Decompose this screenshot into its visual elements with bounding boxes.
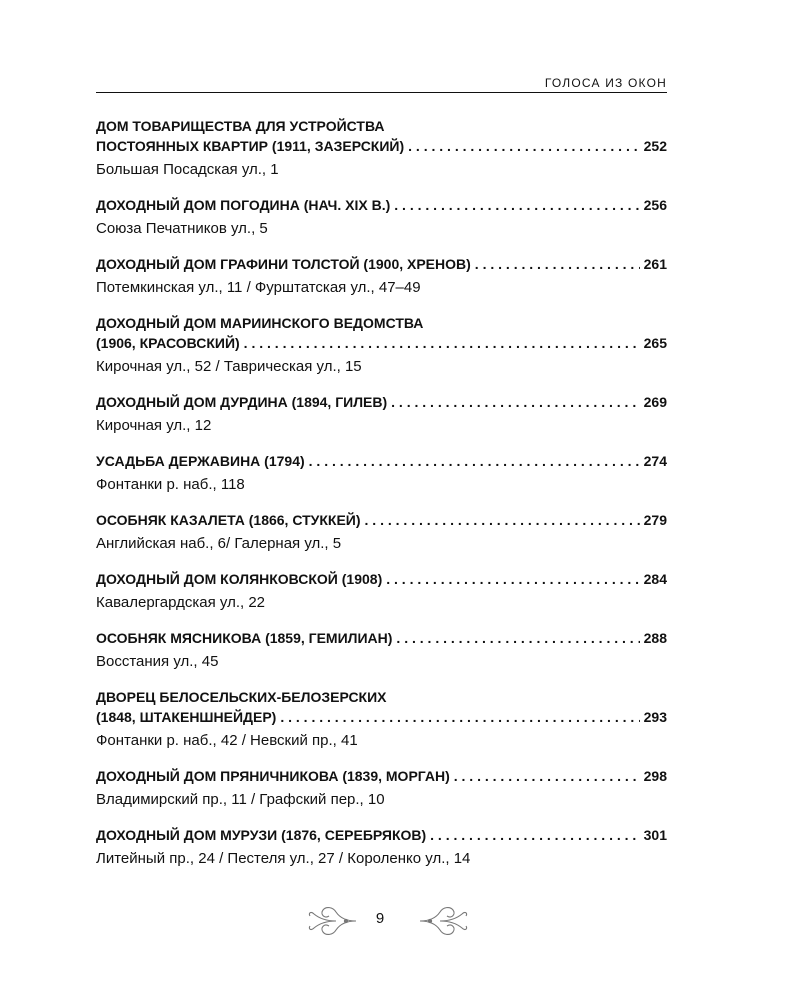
dot-leader xyxy=(280,707,639,727)
toc-entry-title: (1906, КРАСОВСКИЙ) xyxy=(96,335,240,351)
dot-leader xyxy=(386,569,639,589)
toc-entry xyxy=(96,510,667,555)
toc-entry-title: ОСОБНЯК КАЗАЛЕТА (1866, СТУККЕЙ) xyxy=(96,512,361,528)
toc-entry-title: ПОСТОЯННЫХ КВАРТИР (1911, ЗАЗЕРСКИЙ) xyxy=(96,138,405,154)
toc-entry-address: Большая Посадская ул., 1 xyxy=(96,161,279,178)
toc-entry-page: 288 xyxy=(643,630,667,646)
running-header: ГОЛОСА ИЗ ОКОН xyxy=(544,76,667,90)
dot-leader xyxy=(309,451,640,471)
toc-entry-address: Потемкинская ул., 11 / Фурштатская ул., 47–49 xyxy=(96,279,421,296)
toc-entry-address: Фонтанки р. наб., 118 xyxy=(96,476,245,493)
toc-entry-title: ОСОБНЯК МЯСНИКОВА (1859, ГЕМИЛИАН) xyxy=(96,630,393,646)
toc-entry-title: (1848, ШТАКЕНШНЕЙДЕР) xyxy=(96,709,277,725)
toc-entry-title-line xyxy=(96,628,667,648)
dot-leader xyxy=(408,136,640,156)
flourish-right-icon xyxy=(418,902,470,940)
page-footer xyxy=(0,902,800,942)
toc-entry xyxy=(96,451,667,496)
toc-entry xyxy=(96,628,667,673)
toc-entry-title-line xyxy=(96,136,667,156)
toc-entry-title: ДОХОДНЫЙ ДОМ КОЛЯНКОВСКОЙ (1908) xyxy=(96,571,383,587)
toc-entry-title: ДОХОДНЫЙ ДОМ ПОГОДИНА (НАЧ. XIX В.) xyxy=(96,197,391,213)
toc-entry-page: 265 xyxy=(643,335,667,351)
toc-entry-address: Кирочная ул., 12 xyxy=(96,417,212,434)
toc-entry-address: Литейный пр., 24 / Пестеля ул., 27 / Короленко ул., 14 xyxy=(96,850,471,867)
toc-entry-title-first-line: ДОХОДНЫЙ ДОМ МАРИИНСКОГО ВЕДОМСТВА xyxy=(96,315,424,331)
toc-entry-title-line xyxy=(96,569,667,589)
toc-entry-page: 279 xyxy=(643,512,667,528)
toc-entry-page: 261 xyxy=(643,256,667,272)
toc-entry xyxy=(96,116,667,181)
toc-entry-address: Союза Печатников ул., 5 xyxy=(96,220,268,237)
dot-leader xyxy=(454,766,640,786)
toc-entry-title-line xyxy=(96,510,667,530)
page-number: 9 xyxy=(375,910,385,927)
toc-entry-title-line xyxy=(96,195,667,215)
dot-leader xyxy=(394,195,639,215)
toc-entry-page: 269 xyxy=(643,394,667,410)
dot-leader xyxy=(244,333,640,353)
toc-entry xyxy=(96,825,667,870)
toc-entry-address: Владимирский пр., 11 / Графский пер., 10 xyxy=(96,791,385,808)
toc-entry-page: 284 xyxy=(643,571,667,587)
dot-leader xyxy=(475,254,640,274)
toc-entry-title: ДОХОДНЫЙ ДОМ ПРЯНИЧНИКОВА (1839, МОРГАН) xyxy=(96,768,450,784)
toc-entry-title-first-line: ДОМ ТОВАРИЩЕСТВА ДЛЯ УСТРОЙСТВА xyxy=(96,118,385,134)
toc-entry-page: 274 xyxy=(643,453,667,469)
dot-leader xyxy=(391,392,639,412)
toc-entry xyxy=(96,195,667,240)
toc-entry-title: ДОХОДНЫЙ ДОМ МУРУЗИ (1876, СЕРЕБРЯКОВ) xyxy=(96,827,427,843)
toc-entry-address: Фонтанки р. наб., 42 / Невский пр., 41 xyxy=(96,732,358,749)
toc-entry-address: Английская наб., 6/ Галерная ул., 5 xyxy=(96,535,342,552)
toc-entry xyxy=(96,687,667,752)
toc-entry-title-line xyxy=(96,451,667,471)
toc-entry-page: 298 xyxy=(643,768,667,784)
toc-entry xyxy=(96,569,667,614)
toc-entry-address: Кирочная ул., 52 / Таврическая ул., 15 xyxy=(96,358,362,375)
header-rule xyxy=(96,92,667,93)
dot-leader xyxy=(396,628,639,648)
toc-entry-title: ДОХОДНЫЙ ДОМ ДУРДИНА (1894, ГИЛЕВ) xyxy=(96,394,388,410)
toc-entry xyxy=(96,766,667,811)
table-of-contents xyxy=(96,116,667,884)
toc-entry-title-first-line: ДВОРЕЦ БЕЛОСЕЛЬСКИХ-БЕЛОЗЕРСКИХ xyxy=(96,689,387,705)
toc-entry-title-line xyxy=(96,707,667,727)
toc-entry-address: Кавалергардская ул., 22 xyxy=(96,594,266,611)
flourish-left-icon xyxy=(306,902,358,940)
toc-entry-page: 301 xyxy=(643,827,667,843)
dot-leader xyxy=(430,825,639,845)
toc-entry-title: ДОХОДНЫЙ ДОМ ГРАФИНИ ТОЛСТОЙ (1900, ХРЕНОВ) xyxy=(96,256,471,272)
toc-entry-page: 293 xyxy=(643,709,667,725)
toc-entry-title-line xyxy=(96,825,667,845)
toc-entry-title-line xyxy=(96,254,667,274)
toc-entry-page: 256 xyxy=(643,197,667,213)
toc-entry-title-line xyxy=(96,333,667,353)
toc-entry-title-line xyxy=(96,766,667,786)
toc-entry xyxy=(96,254,667,299)
toc-entry-title-line xyxy=(96,392,667,412)
toc-entry-address: Восстания ул., 45 xyxy=(96,653,219,670)
toc-entry-title: УСАДЬБА ДЕРЖАВИНА (1794) xyxy=(96,453,305,469)
toc-entry xyxy=(96,313,667,378)
toc-entry xyxy=(96,392,667,437)
dot-leader xyxy=(365,510,640,530)
toc-entry-page: 252 xyxy=(643,138,667,154)
